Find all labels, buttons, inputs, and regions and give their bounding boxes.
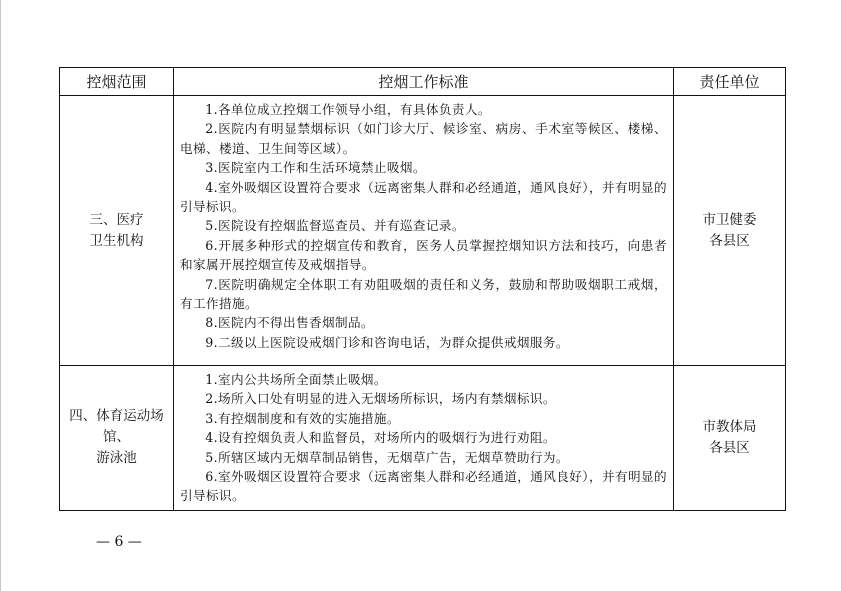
standard-item: 2.医院内有明显禁烟标识（如门诊大厅、候诊室、病房、手术室等候区、楼梯、电梯、楼道、卫生间等区域）。 (180, 121, 667, 156)
standard-item: 6.室外吸烟区设置符合要求（远离密集人群和必经通道，通风良好），并有明显的引导标识。 (180, 469, 667, 504)
standard-item: 7.医院明确规定全体职工有劝阻吸烟的责任和义务，鼓励和帮助吸烟职工戒烟，有工作措施。 (180, 276, 667, 312)
standards-cell (174, 366, 674, 511)
scope-cell (60, 366, 174, 511)
scope-line: 四、体育运动场馆、 (69, 408, 164, 446)
header-scope: 控烟范围 (60, 68, 174, 96)
standard-item: 5.医院设有控烟监督巡查员、并有巡查记录。 (205, 218, 465, 234)
unit-line: 各县区 (709, 232, 750, 249)
standard-item: 1.室内公共场所全面禁止吸烟。 (205, 372, 387, 387)
unit-line: 各县区 (709, 439, 750, 456)
standard-item: 1.各单位成立控烟工作领导小组，有具体负责人。 (205, 102, 491, 117)
table-header-row (60, 68, 786, 96)
responsible-unit-cell (674, 366, 786, 511)
unit-line: 市教体局 (702, 418, 757, 435)
scope-line: 卫生机构 (89, 232, 144, 249)
tobacco-control-standards-table (59, 67, 786, 511)
scope-line: 游泳池 (96, 450, 137, 467)
scope-line: 三、医疗 (89, 211, 144, 228)
header-responsible-unit: 责任单位 (674, 68, 786, 96)
standard-item: 8.医院内不得出售香烟制品。 (205, 315, 374, 331)
standard-item: 6.开展多种形式的控烟宣传和教育，医务人员掌握控烟知识方法和技巧，向患者和家属开展控烟宣传及戒烟指导。 (180, 237, 667, 273)
standard-item: 4.室外吸烟区设置符合要求（远离密集人群和必经通道，通风良好），并有明显的引导标识。 (180, 179, 667, 215)
table-row (60, 366, 786, 511)
standard-item: 5.所辖区域内无烟草制品销售，无烟草广告，无烟草赞助行为。 (205, 449, 569, 465)
standards-cell (174, 96, 674, 366)
table-row (60, 96, 786, 366)
standard-item: 2.场所入口处有明显的进入无烟场所标识，场内有禁烟标识。 (205, 391, 556, 407)
responsible-unit-cell (674, 96, 786, 366)
scope-cell (60, 96, 174, 366)
standard-item: 9.二级以上医院设戒烟门诊和咨询电话，为群众提供戒烟服务。 (205, 334, 569, 350)
standard-item: 4.设有控烟负责人和监督员，对场所内的吸烟行为进行劝阻。 (205, 430, 556, 446)
standard-item: 3.有控烟制度和有效的实施措施。 (205, 410, 400, 426)
header-standards: 控烟工作标准 (174, 68, 674, 96)
page-number: — 6 — (96, 534, 142, 550)
standard-item: 3.医院室内工作和生活环境禁止吸烟。 (205, 160, 426, 176)
unit-line: 市卫健委 (702, 211, 757, 228)
page-edge-left (0, 0, 1, 591)
